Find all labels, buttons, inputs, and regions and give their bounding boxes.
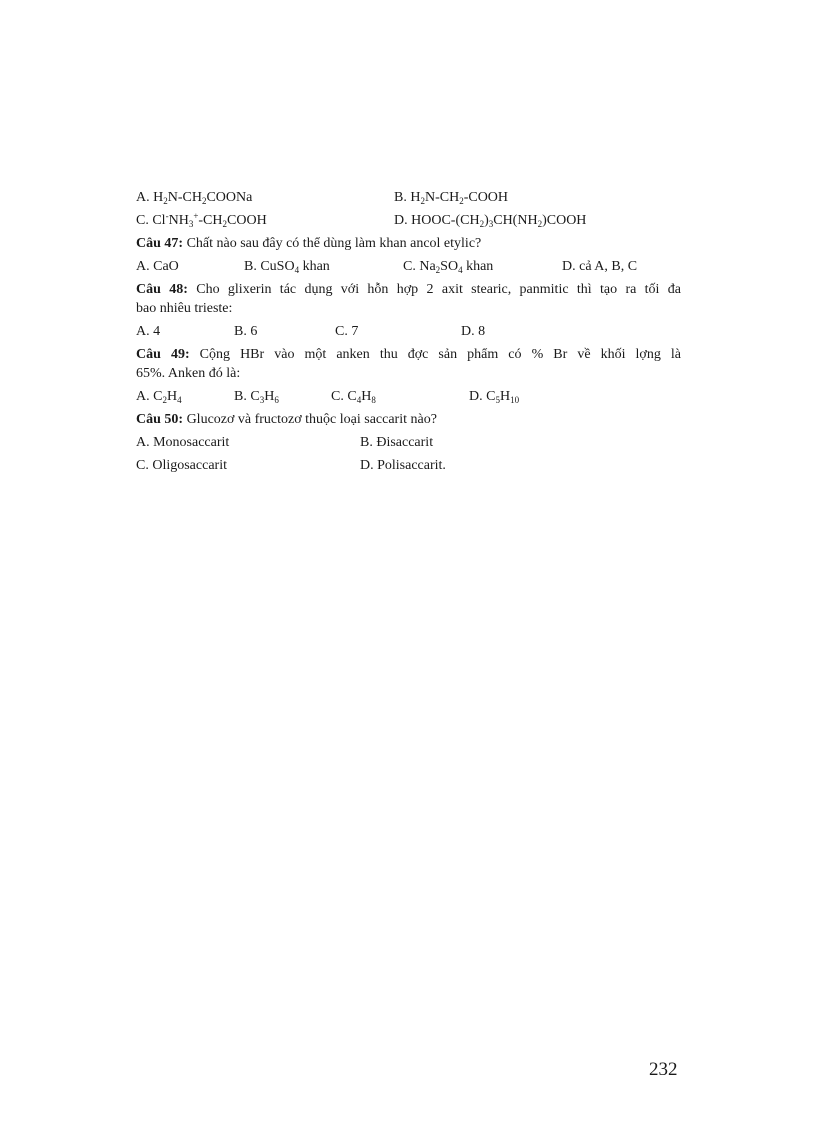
q48-option-d: D. 8 (461, 324, 486, 339)
q50-label: Câu 50: (136, 412, 184, 427)
q48-question-line-1 (136, 280, 681, 300)
q50-question (136, 410, 681, 430)
q46-option-d: D. HOOC-$(CH_2)_3CH(NH_2)COOH$ (394, 213, 587, 229)
page-number: 232 (649, 1059, 678, 1080)
q50-option-b: B. Đisaccarit (360, 435, 434, 450)
q47-option-b: B. CuSO$_4$ khan (244, 259, 330, 275)
q46-option-c: C. $Cl^-NH_3^+-CH_2COOH$ (136, 211, 267, 229)
q48-option-a: A. 4 (136, 324, 161, 339)
q48-text-2: bao nhiêu trieste: (136, 301, 233, 316)
q47-option-d: D. cả A, B, C (562, 259, 638, 274)
q49-question-line-2 (136, 364, 681, 384)
q49-question-line-1 (136, 345, 681, 365)
q49-text-2: 65%. Anken đó là: (136, 366, 241, 381)
q49-text-1: Cộng HBr vào một anken thu đợc sản phẩm có % Br về khối lợng là (189, 347, 681, 362)
q49-option-b: B. $C_3H_6$ (234, 389, 279, 405)
q46-option-b: B. $H_2N-CH_2$-COOH (394, 190, 509, 206)
q47-label: Câu 47: (136, 236, 184, 251)
q50-option-c: C. Oligosaccarit (136, 458, 227, 473)
q48-question-line-2 (136, 299, 681, 319)
q47-option-a: A. CaO (136, 259, 179, 274)
q47-text: Chất nào sau đây có thể dùng làm khan ancol etylic? (183, 236, 482, 251)
q50-option-a: A. Monosaccarit (136, 435, 230, 450)
q49-option-d: D. $C_5H_{10}$ (469, 389, 520, 405)
q48-text-1: Cho glixerin tác dụng với hỗn hợp 2 axit stearic, panmitic thì tạo ra tối đa (187, 282, 681, 297)
q47-option-c: C. $Na_2SO_4$ khan (403, 259, 494, 275)
q48-option-c: C. 7 (335, 324, 359, 339)
q49-label: Câu 49: (136, 347, 190, 362)
q46-option-a: A. $H_2N-CH_2COONa$ (136, 190, 253, 206)
q48-label: Câu 48: (136, 282, 188, 297)
q50-text: Glucozơ và fructozơ thuộc loại saccarit nào? (183, 412, 437, 427)
q49-option-c: C. $C_4H_8$ (331, 389, 376, 405)
q49-option-a: A. $C_2H_4$ (136, 389, 182, 405)
q50-option-d: D. Polisaccarit. (360, 458, 446, 473)
q48-option-b: B. 6 (234, 324, 258, 339)
q47-question (136, 234, 681, 254)
